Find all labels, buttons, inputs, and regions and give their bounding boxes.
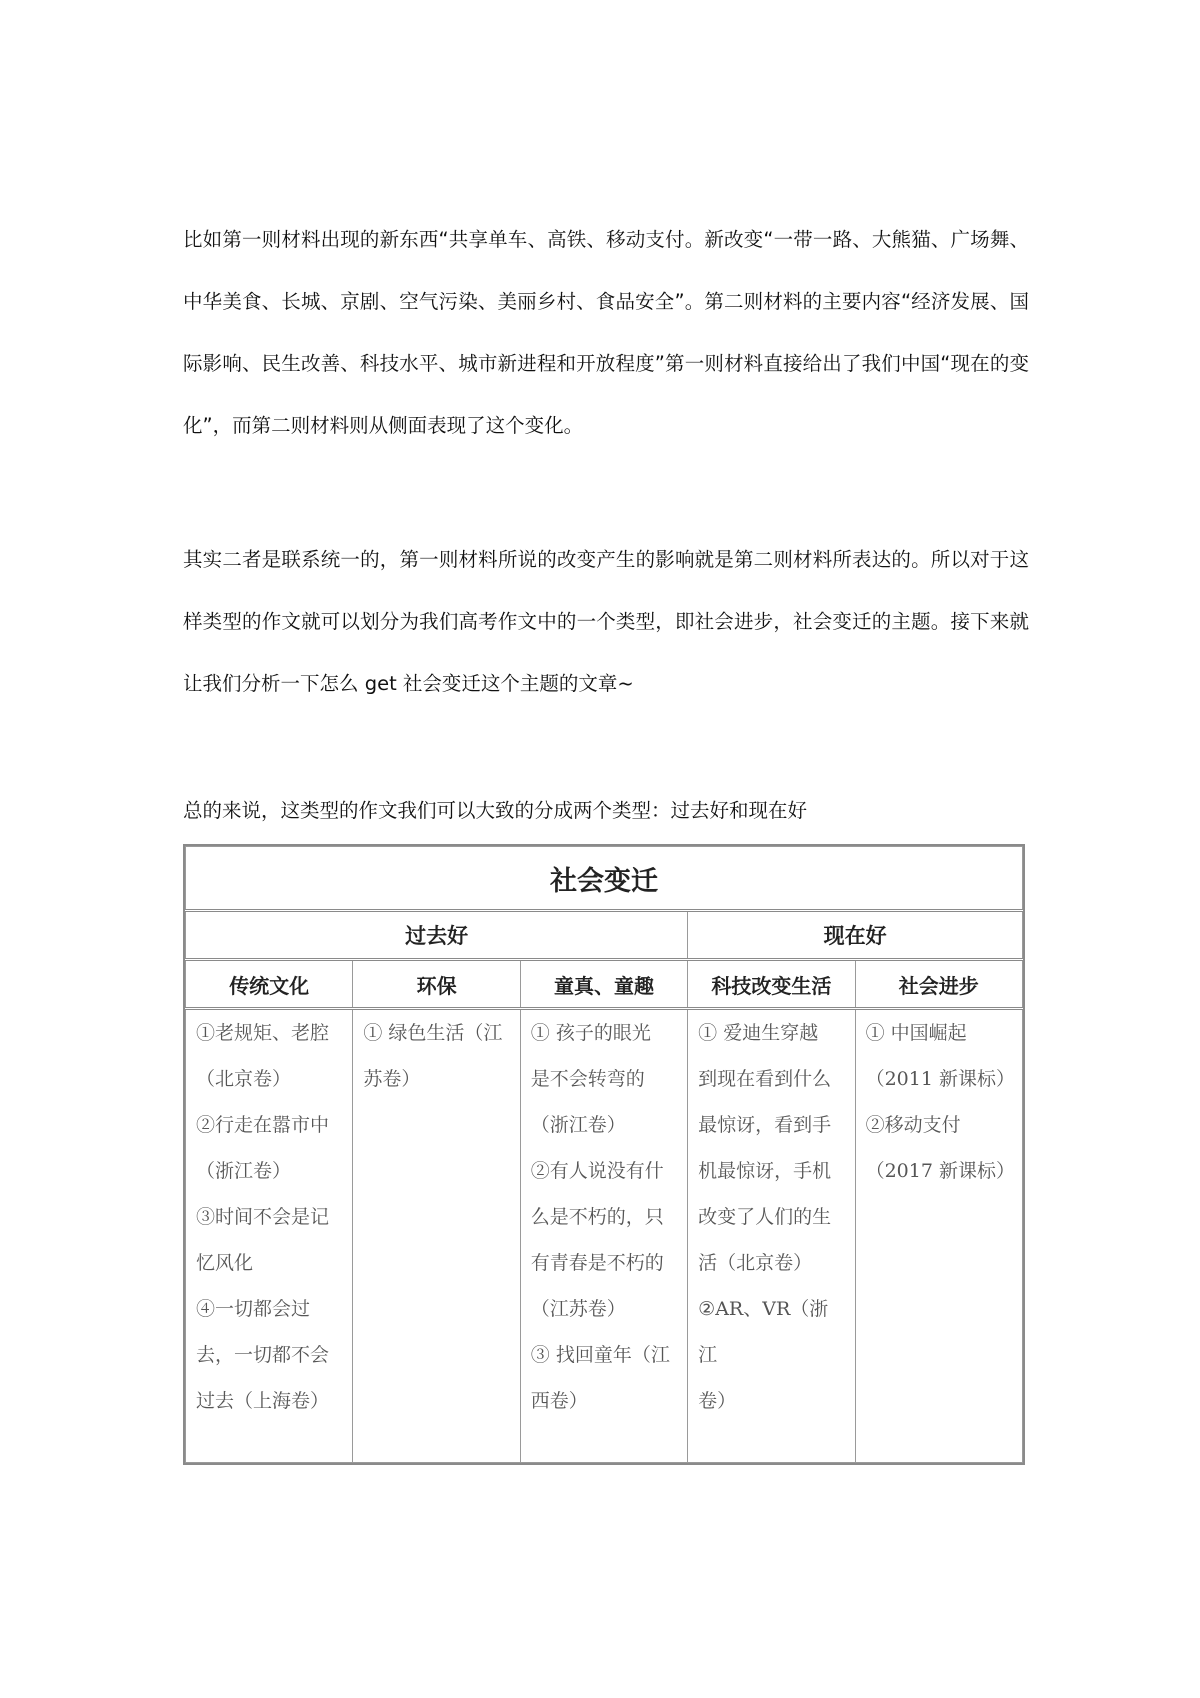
cell-line: 苏卷） <box>363 1068 421 1090</box>
cell-line: 忆风化 <box>196 1252 254 1274</box>
group-past-good: 过去好 <box>186 911 688 960</box>
cell-line: （江苏卷） <box>530 1298 626 1320</box>
column-header-environment: 环保 <box>353 960 520 1009</box>
cell-line: 是不会转弯的 <box>530 1068 645 1090</box>
cell-line: 西卷） <box>530 1390 588 1412</box>
cell-line: （2011 新课标） <box>865 1068 1015 1090</box>
cell-line: ① 绿色生活（江 <box>363 1022 503 1044</box>
social-change-table <box>183 844 1025 1465</box>
cell-line: 机最惊讶，手机 <box>698 1160 832 1182</box>
column-header-social-progress: 社会进步 <box>855 960 1022 1009</box>
cell-line: 卷） <box>698 1390 737 1412</box>
cell-line: ③时间不会是记 <box>196 1206 330 1228</box>
cell-line: （北京卷） <box>196 1068 292 1090</box>
cell-line: （浙江卷） <box>196 1160 292 1182</box>
cell-line: ① 孩子的眼光 <box>530 1022 651 1044</box>
cell-line: 去，一切都不会 <box>196 1344 330 1366</box>
cell-line: ① 爱迪生穿越 <box>698 1022 819 1044</box>
cell-line: ②行走在嚣市中 <box>196 1114 330 1136</box>
cell-line: ①老规矩、老腔 <box>196 1022 330 1044</box>
column-header-childhood: 童真、童趣 <box>520 960 687 1009</box>
cell-line: ① 中国崛起 <box>865 1022 967 1044</box>
paragraph-materials: 比如第一则材料出现的新东西“共享单车、高铁、移动支付。新改变“一带一路、大熊猫、广场舞、中华美食、长城、京剧、空气污染、美丽乡村、食品安全”。第二则材料的主要内容“经济发展、国际影响、民生改善、科技水平、城市新进程和开放程度”第一则材料直接给出了我们中国“现在的变化”，而第二则材料则从侧面表现了这个变化。 <box>183 228 1029 437</box>
cell-line: 活（北京卷） <box>698 1252 813 1274</box>
cell-line: 到现在看到什么 <box>698 1068 832 1090</box>
column-header-technology: 科技改变生活 <box>688 960 855 1009</box>
paragraph-summary: 总的来说，这类型的作文我们可以大致的分成两个类型：过去好和现在好 <box>183 799 808 822</box>
cell-traditional-culture <box>186 1009 353 1463</box>
cell-line: （浙江卷） <box>530 1114 626 1136</box>
cell-line: ②移动支付 <box>865 1114 961 1136</box>
cell-line: 么是不朽的，只 <box>530 1206 664 1228</box>
cell-childhood <box>520 1009 687 1463</box>
cell-line: 改变了人们的生 <box>698 1206 832 1228</box>
paragraph-analysis: 其实二者是联系统一的，第一则材料所说的改变产生的影响就是第二则材料所表达的。所以对于这样类型的作文就可以划分为我们高考作文中的一个类型，即社会进步，社会变迁的主题。接下来就让我们分析一下怎么 get 社会变迁这个主题的文章~ <box>183 548 1029 695</box>
column-header-traditional-culture: 传统文化 <box>186 960 353 1009</box>
table-title: 社会变迁 <box>186 847 1023 911</box>
cell-social-progress <box>855 1009 1022 1463</box>
cell-technology <box>688 1009 855 1463</box>
cell-line: （2017 新课标） <box>865 1160 1015 1182</box>
group-present-good: 现在好 <box>688 911 1023 960</box>
cell-line: 最惊讶，看到手 <box>698 1114 832 1136</box>
cell-line: ②AR、VR（浙江 <box>698 1298 829 1366</box>
cell-line: 过去（上海卷） <box>196 1390 330 1412</box>
cell-line: ④一切都会过 <box>196 1298 311 1320</box>
cell-line: ③ 找回童年（江 <box>530 1344 670 1366</box>
cell-line: ②有人说没有什 <box>530 1160 664 1182</box>
cell-line: 有青春是不朽的 <box>530 1252 664 1274</box>
cell-environment <box>353 1009 520 1463</box>
